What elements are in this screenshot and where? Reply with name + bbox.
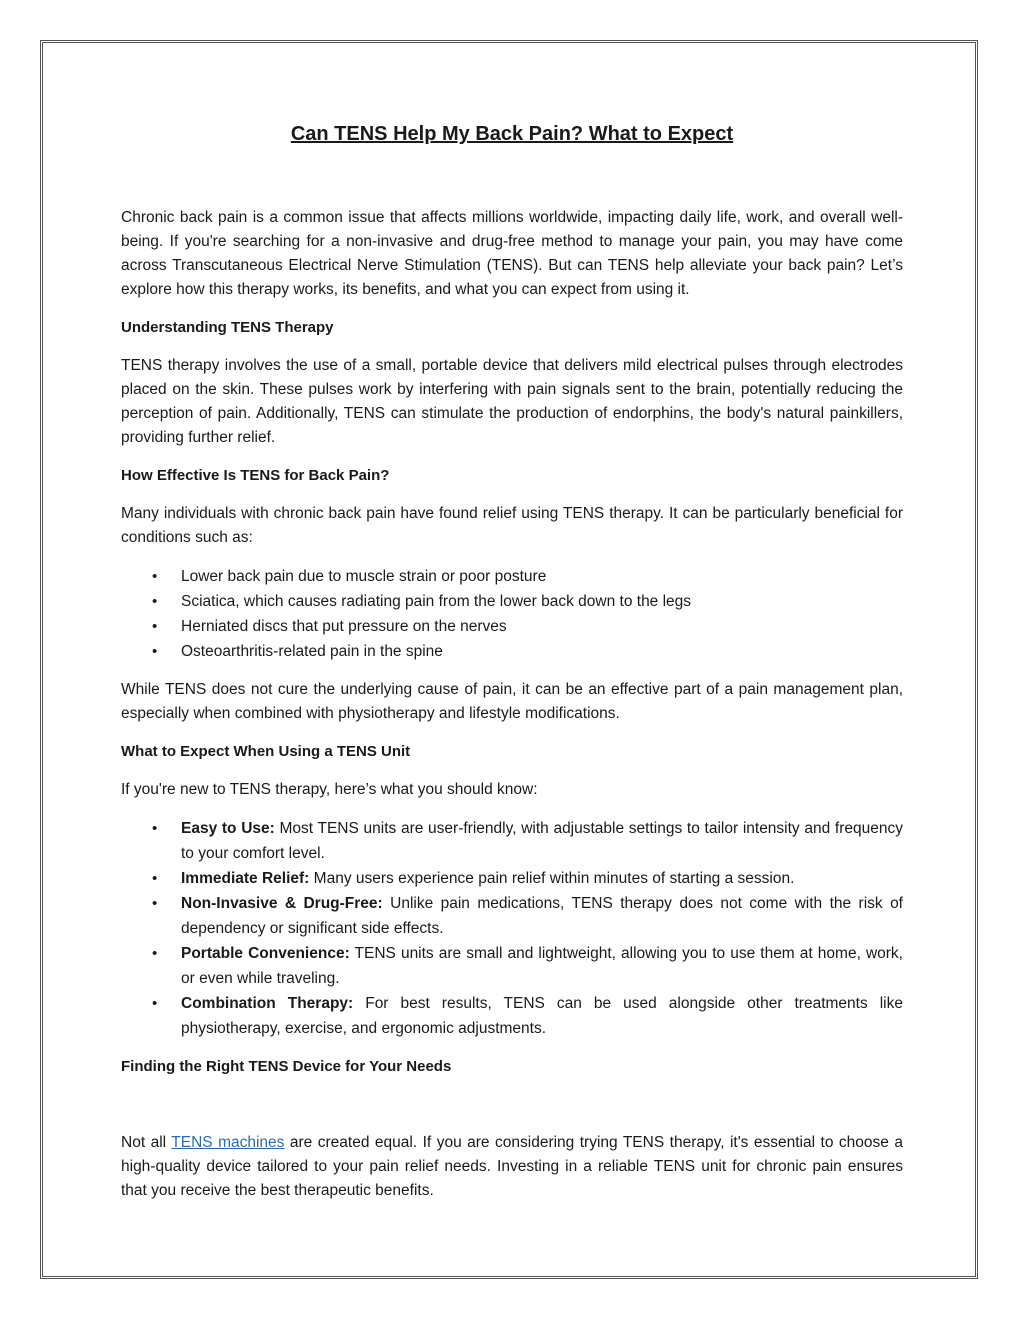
list-item-text: Unlike pain medications, TENS therapy does not come with the risk of dependency or significant side effects. [181, 895, 903, 937]
section-body-effectiveness: Many individuals with chronic back pain have found relief using TENS therapy. It can be particularly beneficial for conditions such as: [121, 505, 903, 546]
list-item-text: TENS units are small and lightweight, allowing you to use them at home, work, or even while traveling. [181, 945, 903, 987]
section-heading-expectations: What to Expect When Using a TENS Unit [121, 743, 411, 760]
bullet-icon: • [152, 895, 158, 912]
section-body-expectations: If you're new to TENS therapy, here’s what you should know: [121, 781, 538, 798]
list-item [121, 941, 903, 991]
bullet-icon: • [152, 643, 158, 660]
section-heading-understanding: Understanding TENS Therapy [121, 319, 334, 336]
list-item: • Sciatica, which causes radiating pain from the lower back down to the legs [121, 589, 903, 614]
section-body-understanding: TENS therapy involves the use of a small, portable device that delivers mild electrical pulses through electrodes placed on the skin. These pulses work by interfering with pain signals sent to the brain, potentially reducing the perception of pain. Additionally, TENS can stimulate the production of endorphins, the body's natural painkillers, providing further relief. [121, 357, 903, 446]
list-item [121, 816, 903, 866]
tens-machines-link[interactable]: TENS machines [171, 1134, 285, 1151]
list-item [121, 866, 903, 891]
list-item: • Herniated discs that put pressure on the nerves [121, 614, 903, 639]
bullet-icon: • [152, 870, 158, 887]
bullet-icon: • [152, 945, 158, 962]
list-item [121, 891, 903, 941]
list-item-text: For best results, TENS can be used alongside other treatments like physiotherapy, exercise, and ergonomic adjustments. [181, 995, 903, 1037]
bullet-icon: • [152, 593, 158, 610]
section-heading-effectiveness: How Effective Is TENS for Back Pain? [121, 467, 390, 484]
section-body-finding: Not all TENS machines are created equal. If you are considering trying TENS therapy, it's essential to choose a high-quality device tailored to your pain relief needs. Investing in a reliable TENS unit for chronic pain ensures that you receive the best therapeutic benefits. [121, 1134, 903, 1199]
list-item-label: Immediate Relief: [181, 870, 310, 887]
bullet-icon: • [152, 995, 158, 1012]
list-item-label: Portable Convenience: [181, 945, 350, 962]
bullet-icon: • [152, 618, 158, 635]
list-item-label: Easy to Use: [181, 820, 275, 837]
list-item-text: Most TENS units are user-friendly, with adjustable settings to tailor intensity and frequency to your comfort level. [181, 820, 903, 862]
section-heading-finding: Finding the Right TENS Device for Your Needs [121, 1058, 452, 1075]
page-title: Can TENS Help My Back Pain? What to Expect [290, 123, 734, 145]
conditions-list [121, 564, 903, 664]
intro-paragraph: Chronic back pain is a common issue that affects millions worldwide, impacting daily life, work, and overall well-being. If you're searching for a non-invasive and drug-free method to manage your pain, you may have come across Transcutaneous Electrical Nerve Stimulation (TENS). But can TENS help alleviate your back pain? Let’s explore how this therapy works, its benefits, and what you can expect from using it. [121, 209, 903, 298]
list-item-label: Non-Invasive & Drug-Free: [181, 895, 383, 912]
list-item-label: Combination Therapy: [181, 995, 354, 1012]
list-item [121, 991, 903, 1041]
bullet-icon: • [152, 568, 158, 585]
document-content [121, 118, 903, 1217]
expectations-list [121, 816, 903, 1041]
section-after-effectiveness: While TENS does not cure the underlying cause of pain, it can be an effective part of a pain management plan, especially when combined with physiotherapy and lifestyle modifications. [121, 681, 903, 722]
list-item: • Osteoarthritis-related pain in the spine [121, 639, 903, 664]
list-item-text: Many users experience pain relief within minutes of starting a session. [309, 870, 795, 887]
bullet-icon: • [152, 820, 158, 837]
spacer [121, 1093, 903, 1131]
list-item: • Lower back pain due to muscle strain or poor posture [121, 564, 903, 589]
